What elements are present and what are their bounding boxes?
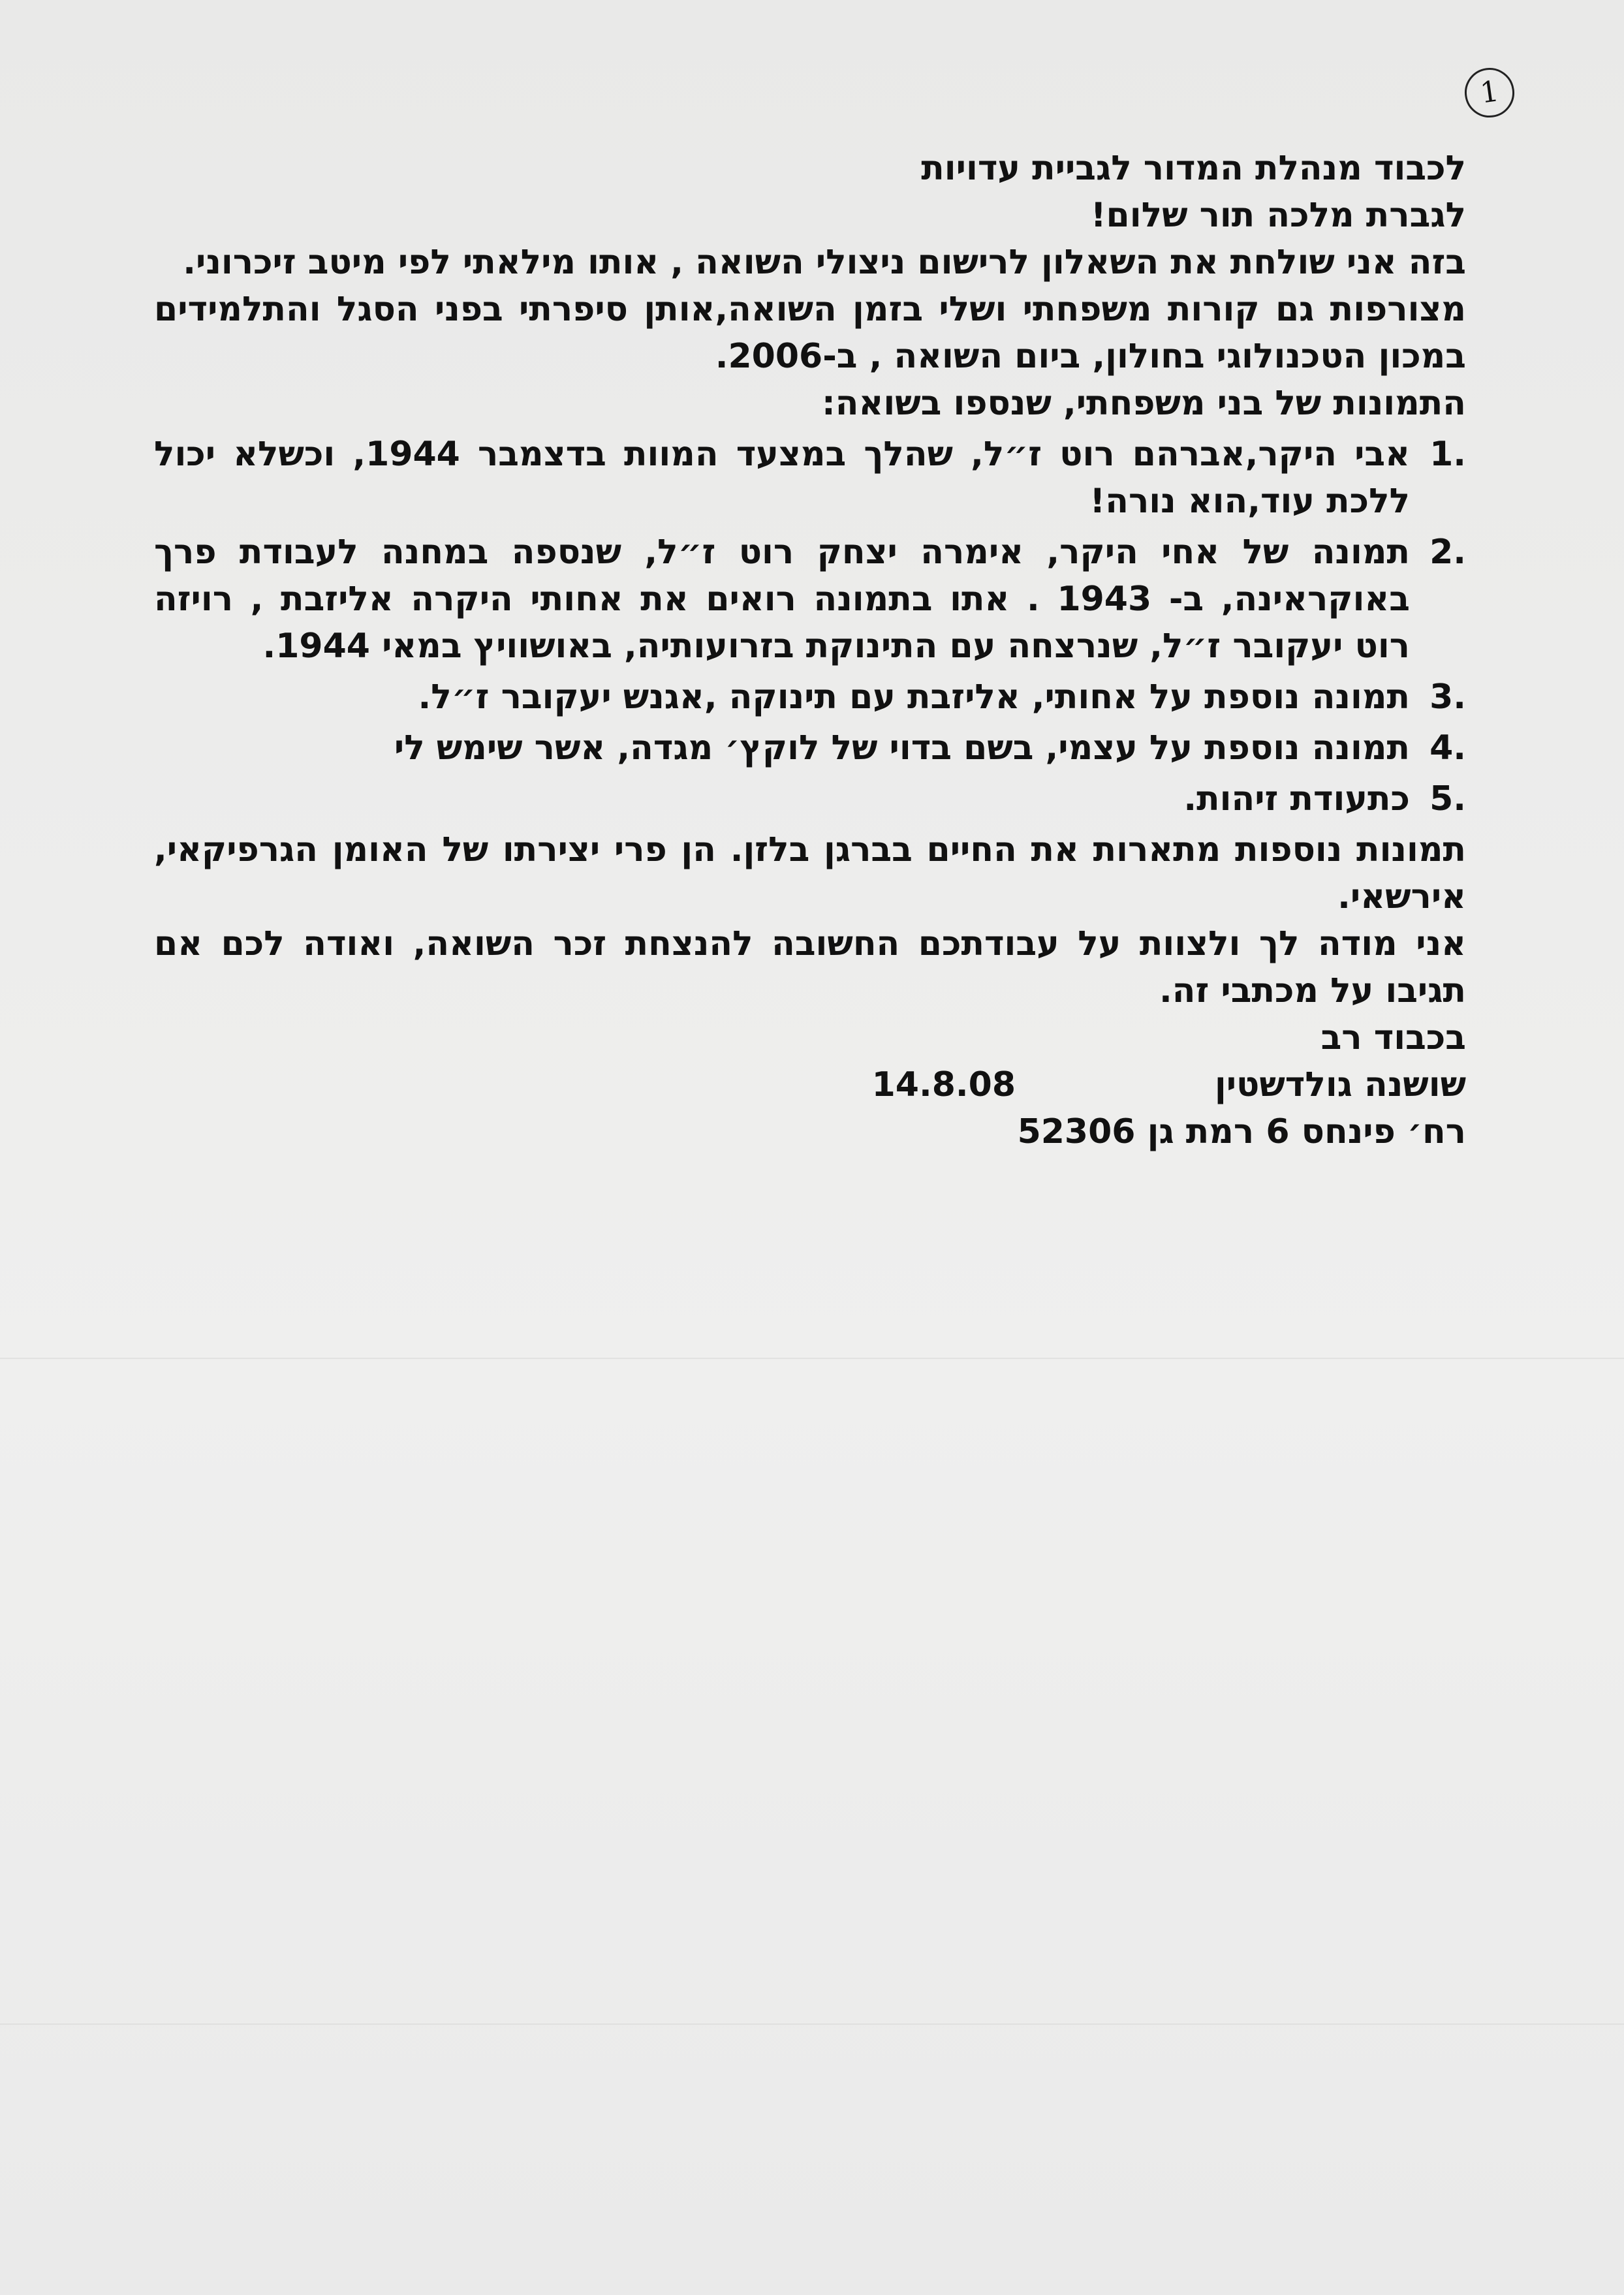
list-item-text: אבי היקר,אברהם רוט ז״ל, שהלך במצעד המוות בדצמבר 1944, וכשלא יכול ללכת עוד,הוא נורה! [154,435,1410,521]
list-item-number: 2. [1429,533,1466,572]
scan-artifact [0,1358,1624,1359]
list-item-number: 4. [1429,728,1466,768]
scan-artifact [0,2023,1624,2025]
letter-body [154,145,1466,1155]
list-item-number: 1. [1429,435,1466,474]
sender-address: רח׳ פינחס 6 רמת גן 52306 [1017,1112,1466,1151]
list-item-number: 3. [1429,678,1466,717]
closing: בכבוד רב [1320,1018,1466,1057]
salutation-line-1: לכבוד מנהלת המדור לגביית עדויות [921,149,1466,188]
thanks-paragraph: אני מודה לך ולצוות על עבודתכם החשובה להנצחת זכר השואה, ואודה לכם אם תגיבו על מכתבי זה. [154,924,1466,1010]
list-item [154,775,1466,822]
story-paragraph: מצורפות גם קורות משפחתי ושלי בזמן השואה,אותן סיפרתי בפני הסגל והתלמידים במכון הטכנולוגי בחולון, ביום השואה , ב-2006. [154,290,1466,376]
list-item [154,725,1466,772]
list-item-text: כתעודת זיהות. [1183,779,1410,819]
list-item-text: תמונה נוספת על אחותי, אליזבת עם תינוקה ,אגנש יעקובר ז״ל. [418,678,1410,717]
salutation-line-2: לגברת מלכה תור שלום! [1090,196,1466,235]
signature-row [154,1061,1466,1108]
page-number: 1 [1461,65,1518,121]
signature-name: שושנה גולדשטין [1214,1065,1466,1104]
list-item [154,674,1466,721]
list-item-text: תמונה של אחי היקר, אימרה יצחק רוט ז״ל, שנספה במחנה לעבודת פרך באוקראינה, ב- 1943 . אתו בתמונה רואים את אחותי היקרה אליזבת , רויזה רוט יעקובר ז״ל, שנרצחה עם התינוקת בזרועותיה, באושוויץ במאי 1944. [154,533,1410,666]
intro-paragraph: בזה אני שולחת את השאלון לרישום ניצולי השואה , אותו מילאתי לפי מיטב זיכרוני. [183,243,1466,282]
photos-intro: התמונות של בני משפחתי, שנספו בשואה: [822,384,1466,423]
list-item [154,431,1466,525]
list-item-text: תמונה נוספת על עצמי, בשם בדוי של לוקץ׳ מגדה, אשר שימש לי [394,728,1410,768]
photo-list [154,431,1466,822]
letter-date: 14.8.08 [871,1065,1016,1104]
list-item [154,529,1466,670]
list-item-number: 5. [1429,779,1466,819]
additional-paragraph: תמונות נוספות מתארות את החיים בברגן בלזן. הן פרי יצירתו של האומן הגרפיקאי, אירשאי. [154,830,1466,916]
